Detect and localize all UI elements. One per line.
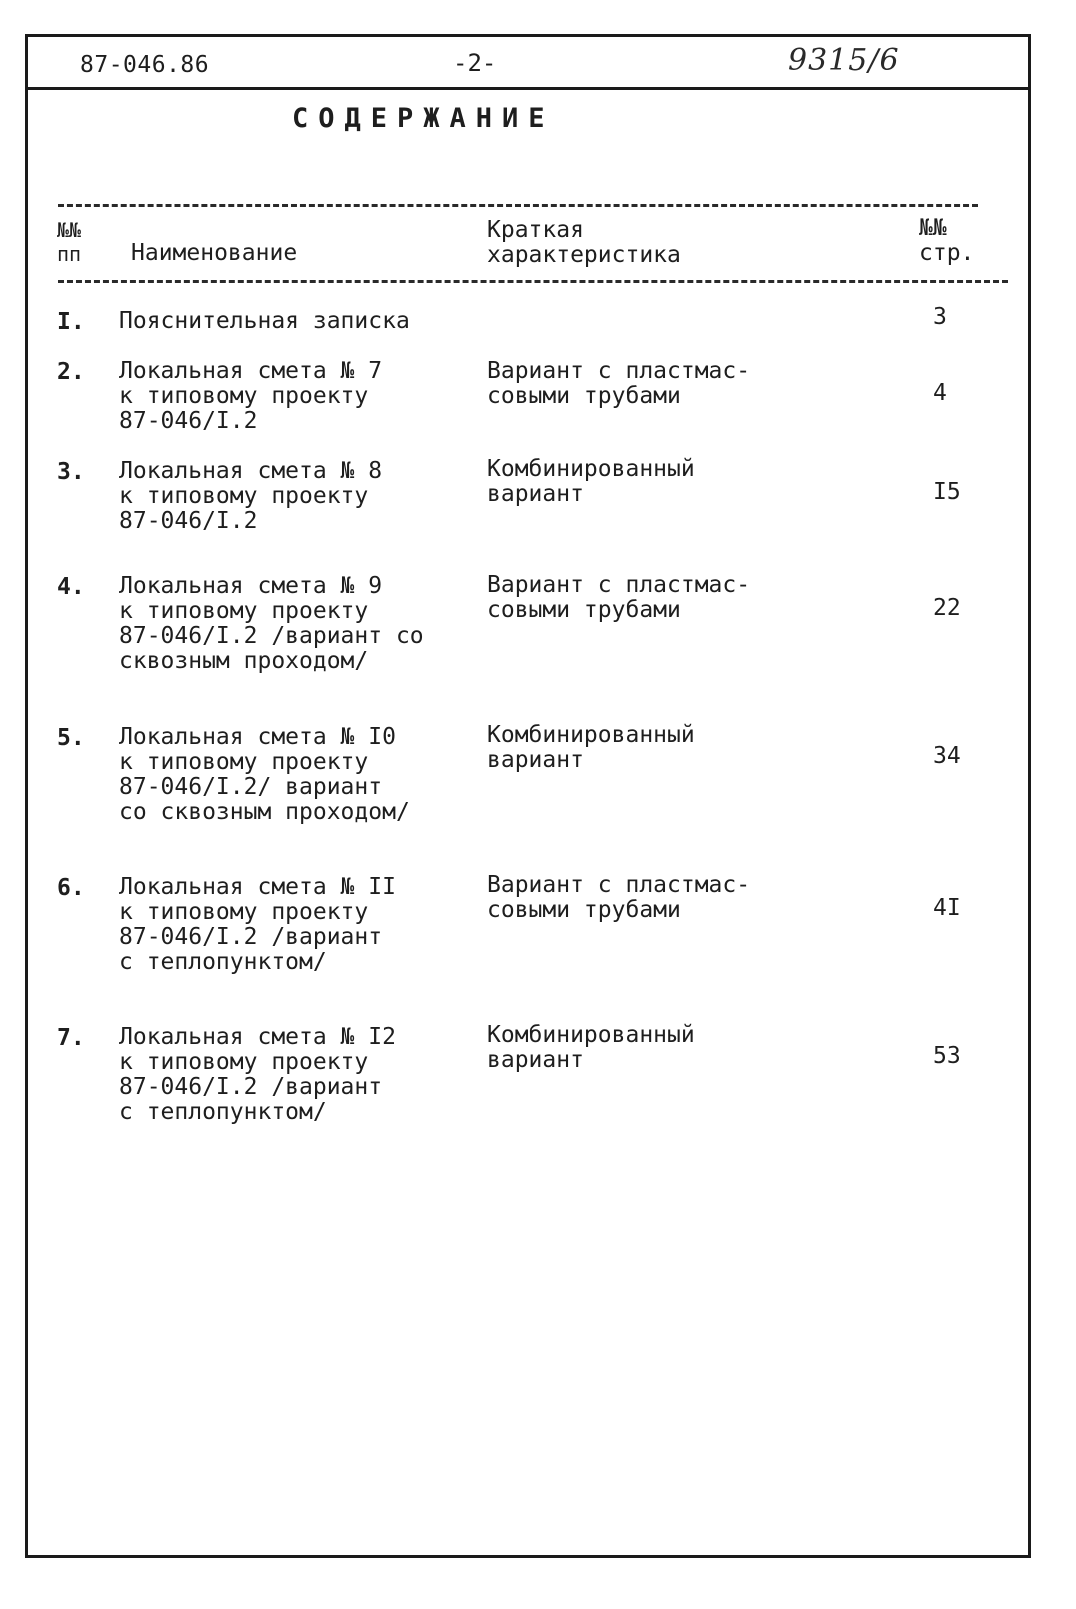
column-header-number: №№ пп: [57, 218, 82, 266]
document-code: 87-046.86: [80, 52, 210, 78]
row-6-number: 6.: [57, 875, 85, 901]
row-3-number: 3.: [57, 459, 85, 485]
page-number: -2-: [453, 49, 497, 77]
row-2-name: Локальная смета № 7 к типовому проекту 87-046/I.2: [119, 358, 383, 434]
column-header-name: Наименование: [131, 240, 298, 266]
row-2-number: 2.: [57, 359, 85, 385]
row-3-name: Локальная смета № 8 к типовому проекту 87-046/I.2: [119, 458, 383, 534]
page-title: СОДЕРЖАНИЕ: [292, 103, 555, 134]
row-4-name: Локальная смета № 9 к типовому проекту 87-046/I.2 /вариант со сквозным проходом/: [119, 573, 424, 674]
row-7-page: 53: [933, 1043, 961, 1069]
row-5-number: 5.: [57, 725, 85, 751]
row-5-page: 34: [933, 743, 961, 769]
row-4-page: 22: [933, 595, 961, 621]
row-3-page: I5: [933, 479, 961, 505]
row-2-description: Вариант с пластмас- совыми трубами: [487, 358, 751, 409]
row-1-page: 3: [933, 304, 947, 330]
row-2-page: 4: [933, 380, 947, 406]
row-7-name: Локальная смета № I2 к типовому проекту 87-046/I.2 /вариант с теплопунктом/: [119, 1024, 396, 1125]
row-5-name: Локальная смета № I0 к типовому проекту 87-046/I.2/ вариант со сквозным проходом/: [119, 724, 410, 825]
row-5-description: Комбинированный вариант: [487, 722, 695, 773]
stamp-row: [28, 37, 1028, 90]
inventory-number: 9315/6: [788, 43, 900, 78]
header-bottom-rule: [58, 280, 1008, 283]
row-4-number: 4.: [57, 574, 85, 600]
column-header-page: №№ стр.: [919, 215, 975, 266]
row-6-name: Локальная смета № II к типовому проекту 87-046/I.2 /вариант с теплопунктом/: [119, 874, 396, 975]
row-7-number: 7.: [57, 1025, 85, 1051]
row-7-description: Комбинированный вариант: [487, 1022, 695, 1073]
row-6-page: 4I: [933, 895, 961, 921]
row-1-number: I.: [57, 309, 85, 335]
row-4-description: Вариант с пластмас- совыми трубами: [487, 572, 751, 623]
header-top-rule: [58, 204, 978, 207]
row-6-description: Вариант с пластмас- совыми трубами: [487, 872, 751, 923]
row-3-description: Комбинированный вариант: [487, 456, 695, 507]
column-header-description: Краткая характеристика: [487, 217, 681, 268]
row-1-name: Пояснительная записка: [119, 308, 410, 334]
